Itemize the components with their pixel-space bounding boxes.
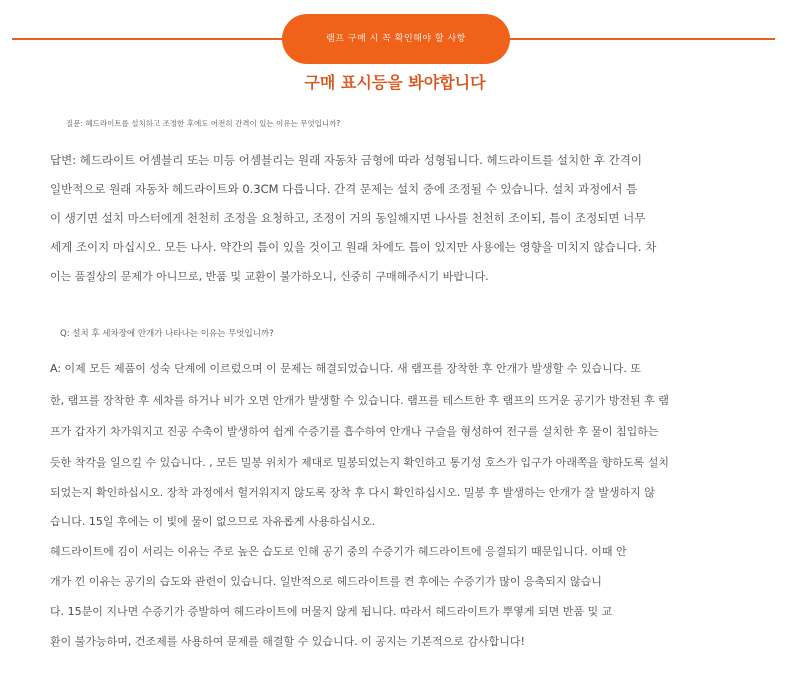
banner-text: 램프 구매 시 꼭 확인해야 할 사항 (326, 34, 466, 44)
answer-2-line: 개가 낀 이유는 공기의 습도와 관련이 있습니다. 일반적으로 헤드라이트를 켠 후에는 수증기가 많이 응축되지 않습니 (50, 575, 602, 588)
answer-1-line: 이 생기면 설치 마스터에게 천천히 조정을 요청하고, 조정이 거의 동일해지면 나사를 천천히 조이되, 틈이 조정되면 너무 (50, 211, 646, 225)
answer-2-line: 프가 갑자기 차가워지고 진공 수축이 발생하여 쉽게 수증기를 흡수하여 안개나 구슬을 형성하여 전구를 설치한 후 물이 침입하는 (50, 425, 659, 438)
page-title: 구매 표시등을 봐야합니다 (304, 73, 486, 92)
answer-2-line: 환이 불가능하며, 건조제를 사용하여 문제를 해결할 수 있습니다. 이 공지는 기본적으로 감사합니다! (50, 635, 525, 648)
answer-2-line: A: 이제 모든 제품이 성숙 단계에 이르렀으며 이 문제는 해결되었습니다. 새 램프를 장착한 후 안개가 발생할 수 있습니다. 또 (50, 362, 642, 375)
answer-1-line: 답변: 헤드라이트 어셈블리 또는 미등 어셈블리는 원래 자동차 금형에 따라 성형됩니다. 헤드라이트를 설치한 후 간격이 (50, 153, 642, 167)
banner-pill (282, 14, 510, 64)
answer-2-line: 다. 15분이 지나면 수증기가 증발하여 헤드라이트에 머물지 않게 됩니다. 따라서 헤드라이트가 뿌옇게 되면 반품 및 교 (50, 605, 613, 618)
answer-2-line: 되었는지 확인하십시오. 장착 과정에서 헐거워지지 않도록 장착 후 다시 확인하십시오. 밀봉 후 발생하는 안개가 잘 발생하지 않 (50, 486, 655, 499)
answer-1-line: 세게 조이지 마십시오. 모든 나사. 약간의 틈이 있을 것이고 원래 차에도 틈이 있지만 사용에는 영향을 미치지 않습니다. 차 (50, 240, 657, 254)
question-1: 질문: 헤드라이트를 설치하고 조정한 후에도 어전히 간격이 있는 이유는 무엇입니까? (66, 119, 341, 128)
answer-1-line: 이는 품질상의 문제가 아니므로, 반품 및 교환이 불가하오니, 신중히 구매해주시기 바랍니다. (50, 270, 489, 283)
answer-2-line: 습니다. 15일 후에는 이 빛에 물이 없으므로 자유롭게 사용하십시오. (50, 515, 376, 528)
answer-2-line: 한, 램프를 장착한 후 세차를 하거나 비가 오면 안개가 발생할 수 있습니다. 램프를 테스트한 후 램프의 뜨거운 공기가 방전된 후 램 (50, 394, 669, 407)
answer-1-line: 일반적으로 원래 자동차 헤드라이트와 0.3CM 다릅니다. 간격 문제는 설치 중에 조정될 수 있습니다. 설치 과정에서 틈 (50, 182, 638, 196)
answer-2-line: 듯한 착각을 일으킬 수 있습니다. , 모든 밀봉 위치가 제대로 밀봉되었는지 확인하고 통기성 호스가 입구가 아래쪽을 향하도록 설치 (50, 456, 669, 469)
question-2: Q: 설치 후 세차장에 안개가 나타나는 이유는 무엇입니까? (60, 329, 274, 339)
answer-2-line: 헤드라이트에 김이 서리는 이유는 주로 높은 습도로 인해 공기 중의 수증기가 헤드라이트에 응결되기 때문입니다. 이때 안 (50, 545, 627, 558)
